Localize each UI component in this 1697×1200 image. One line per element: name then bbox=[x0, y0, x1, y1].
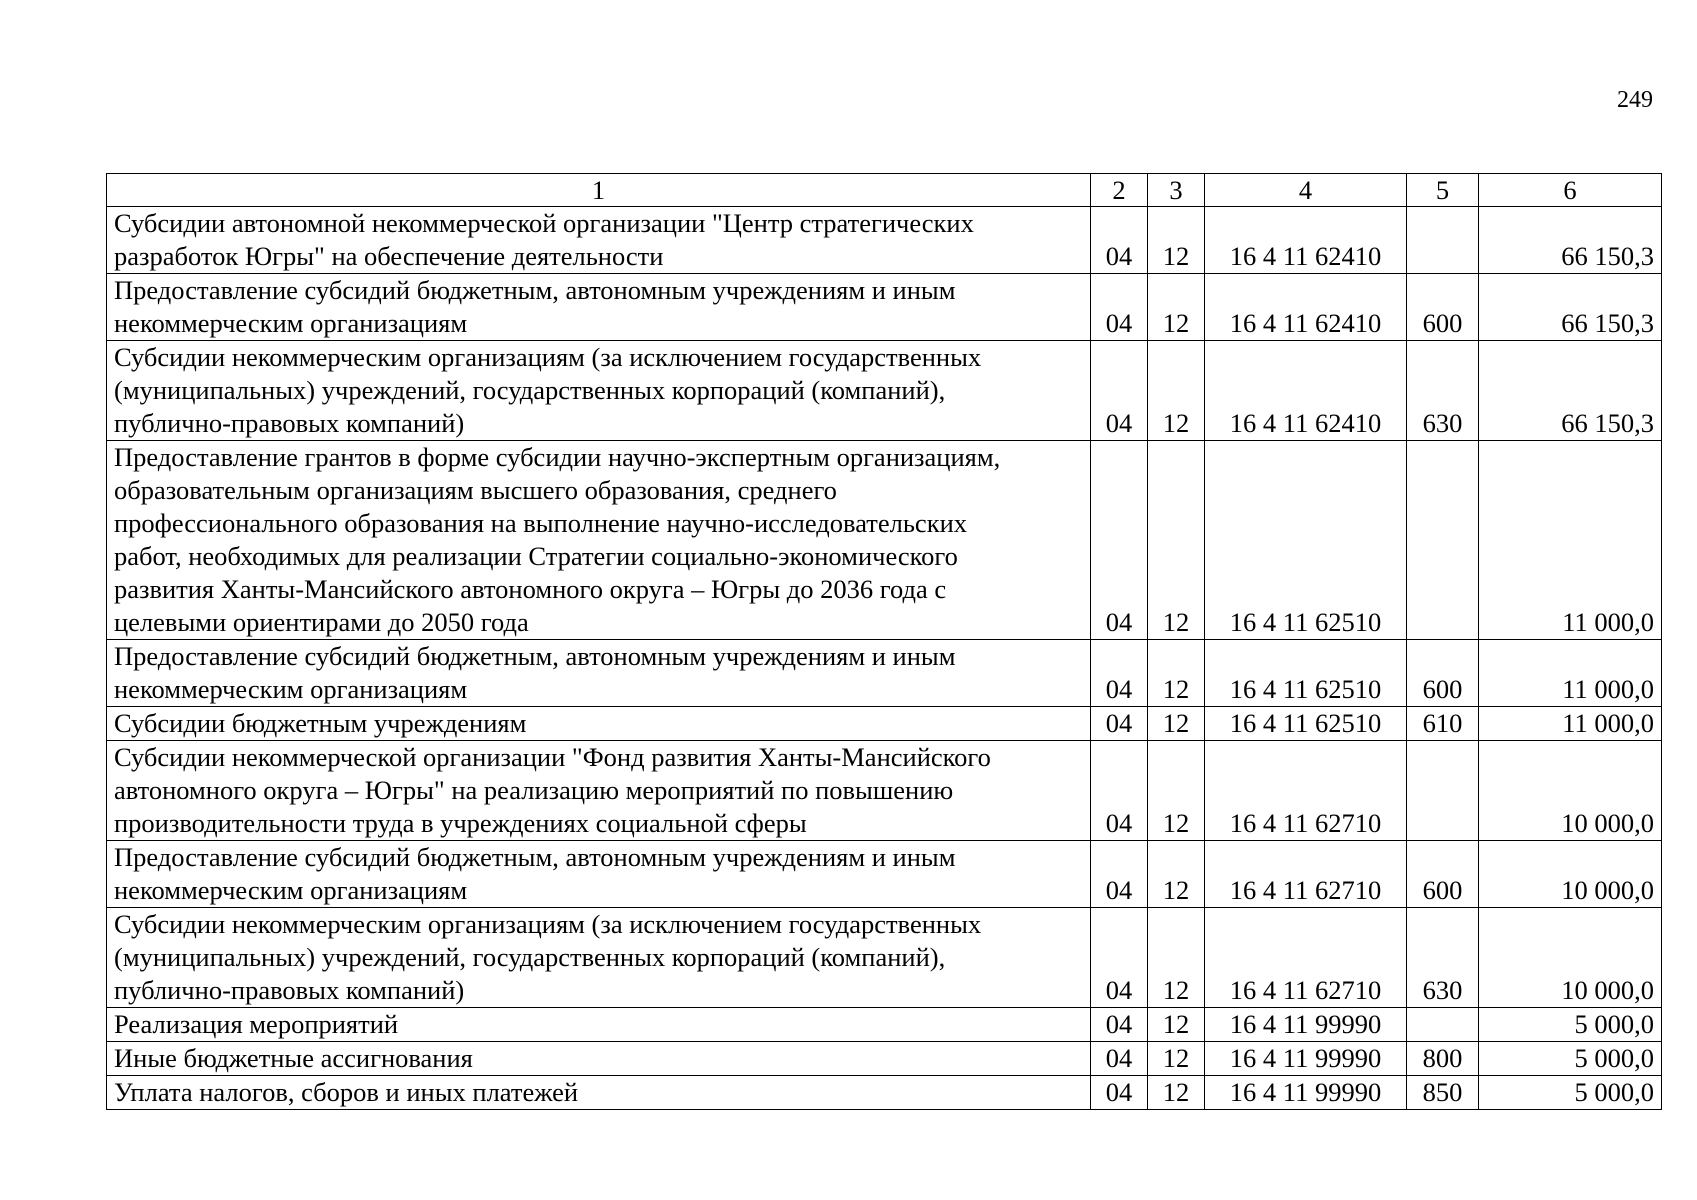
subsection-cell: 12 bbox=[1148, 441, 1205, 640]
subsection-cell: 12 bbox=[1148, 207, 1205, 274]
row-name-cell: Предоставление субсидий бюджетным, автономным учреждениям и иным некоммерческим организациям bbox=[107, 274, 1091, 341]
amount-cell: 10 000,0 bbox=[1479, 908, 1662, 1008]
target-article-cell: 16 4 11 62510 bbox=[1205, 441, 1407, 640]
row-name-cell: Реализация мероприятий bbox=[107, 1008, 1091, 1042]
expense-type-cell: 630 bbox=[1407, 341, 1479, 441]
target-article-cell: 16 4 11 62410 bbox=[1205, 274, 1407, 341]
section-cell: 04 bbox=[1091, 640, 1148, 707]
column-header: 5 bbox=[1407, 174, 1479, 207]
subsection-cell: 12 bbox=[1148, 1042, 1205, 1076]
table-row bbox=[107, 341, 1662, 441]
subsection-cell: 12 bbox=[1148, 274, 1205, 341]
section-cell: 04 bbox=[1091, 908, 1148, 1008]
target-article-cell: 16 4 11 62510 bbox=[1205, 707, 1407, 741]
amount-cell: 11 000,0 bbox=[1479, 640, 1662, 707]
subsection-cell: 12 bbox=[1148, 841, 1205, 908]
table-body bbox=[107, 207, 1662, 1110]
target-article-cell: 16 4 11 62710 bbox=[1205, 841, 1407, 908]
row-name-cell: Уплата налогов, сборов и иных платежей bbox=[107, 1076, 1091, 1110]
budget-table bbox=[106, 173, 1662, 1110]
row-name-cell: Субсидии некоммерческим организациям (за исключением государственных (муниципальных) учреждений, государственных корпораций (компаний), публично-правовых компаний) bbox=[107, 341, 1091, 441]
section-cell: 04 bbox=[1091, 1042, 1148, 1076]
target-article-cell: 16 4 11 62410 bbox=[1205, 207, 1407, 274]
amount-cell: 11 000,0 bbox=[1479, 707, 1662, 741]
expense-type-cell: 600 bbox=[1407, 841, 1479, 908]
section-cell: 04 bbox=[1091, 1076, 1148, 1110]
row-name-cell: Предоставление субсидий бюджетным, автономным учреждениям и иным некоммерческим организациям bbox=[107, 841, 1091, 908]
target-article-cell: 16 4 11 99990 bbox=[1205, 1008, 1407, 1042]
table-row bbox=[107, 841, 1662, 908]
expense-type-cell bbox=[1407, 207, 1479, 274]
table-row bbox=[107, 707, 1662, 741]
amount-cell: 11 000,0 bbox=[1479, 441, 1662, 640]
table-row bbox=[107, 1008, 1662, 1042]
row-name-cell: Предоставление субсидий бюджетным, автономным учреждениям и иным некоммерческим организациям bbox=[107, 640, 1091, 707]
subsection-cell: 12 bbox=[1148, 1076, 1205, 1110]
header-row bbox=[107, 174, 1662, 207]
column-header: 4 bbox=[1205, 174, 1407, 207]
expense-type-cell: 600 bbox=[1407, 274, 1479, 341]
target-article-cell: 16 4 11 99990 bbox=[1205, 1042, 1407, 1076]
expense-type-cell: 610 bbox=[1407, 707, 1479, 741]
page-number: 249 bbox=[1617, 87, 1653, 113]
amount-cell: 10 000,0 bbox=[1479, 741, 1662, 841]
target-article-cell: 16 4 11 62510 bbox=[1205, 640, 1407, 707]
subsection-cell: 12 bbox=[1148, 341, 1205, 441]
row-name-cell: Предоставление грантов в форме субсидии научно-экспертным организациям, образовательным организациям высшего образования, среднего профессионального образования на выполнение научно-исследовательских работ, необходимых для реализации Стратегии социально-экономического развития Ханты-Мансийского автономного округа – Югры до 2036 года с целевыми ориентирами до 2050 года bbox=[107, 441, 1091, 640]
table-row bbox=[107, 274, 1662, 341]
amount-cell: 5 000,0 bbox=[1479, 1076, 1662, 1110]
subsection-cell: 12 bbox=[1148, 707, 1205, 741]
column-header: 1 bbox=[107, 174, 1091, 207]
row-name-cell: Субсидии некоммерческим организациям (за исключением государственных (муниципальных) учреждений, государственных корпораций (компаний), публично-правовых компаний) bbox=[107, 908, 1091, 1008]
table-header bbox=[107, 174, 1662, 207]
target-article-cell: 16 4 11 62710 bbox=[1205, 741, 1407, 841]
table-row bbox=[107, 207, 1662, 274]
expense-type-cell: 630 bbox=[1407, 908, 1479, 1008]
subsection-cell: 12 bbox=[1148, 741, 1205, 841]
subsection-cell: 12 bbox=[1148, 640, 1205, 707]
section-cell: 04 bbox=[1091, 1008, 1148, 1042]
row-name-cell: Субсидии бюджетным учреждениям bbox=[107, 707, 1091, 741]
expense-type-cell bbox=[1407, 441, 1479, 640]
table-row bbox=[107, 441, 1662, 640]
target-article-cell: 16 4 11 99990 bbox=[1205, 1076, 1407, 1110]
section-cell: 04 bbox=[1091, 274, 1148, 341]
section-cell: 04 bbox=[1091, 707, 1148, 741]
expense-type-cell bbox=[1407, 741, 1479, 841]
table-row bbox=[107, 741, 1662, 841]
column-header: 6 bbox=[1479, 174, 1662, 207]
row-name-cell: Иные бюджетные ассигнования bbox=[107, 1042, 1091, 1076]
amount-cell: 66 150,3 bbox=[1479, 274, 1662, 341]
table-row bbox=[107, 640, 1662, 707]
table-row bbox=[107, 908, 1662, 1008]
expense-type-cell: 600 bbox=[1407, 640, 1479, 707]
section-cell: 04 bbox=[1091, 741, 1148, 841]
row-name-cell: Субсидии автономной некоммерческой организации "Центр стратегических разработок Югры" на обеспечение деятельности bbox=[107, 207, 1091, 274]
amount-cell: 66 150,3 bbox=[1479, 207, 1662, 274]
subsection-cell: 12 bbox=[1148, 1008, 1205, 1042]
expense-type-cell: 850 bbox=[1407, 1076, 1479, 1110]
amount-cell: 66 150,3 bbox=[1479, 341, 1662, 441]
section-cell: 04 bbox=[1091, 207, 1148, 274]
amount-cell: 10 000,0 bbox=[1479, 841, 1662, 908]
subsection-cell: 12 bbox=[1148, 908, 1205, 1008]
table-row bbox=[107, 1042, 1662, 1076]
amount-cell: 5 000,0 bbox=[1479, 1042, 1662, 1076]
expense-type-cell bbox=[1407, 1008, 1479, 1042]
section-cell: 04 bbox=[1091, 341, 1148, 441]
target-article-cell: 16 4 11 62710 bbox=[1205, 908, 1407, 1008]
target-article-cell: 16 4 11 62410 bbox=[1205, 341, 1407, 441]
table-row bbox=[107, 1076, 1662, 1110]
amount-cell: 5 000,0 bbox=[1479, 1008, 1662, 1042]
column-header: 2 bbox=[1091, 174, 1148, 207]
section-cell: 04 bbox=[1091, 841, 1148, 908]
expense-type-cell: 800 bbox=[1407, 1042, 1479, 1076]
column-header: 3 bbox=[1148, 174, 1205, 207]
row-name-cell: Субсидии некоммерческой организации "Фонд развития Ханты-Мансийского автономного округа – Югры" на реализацию мероприятий по повышению производительности труда в учреждениях социальной сферы bbox=[107, 741, 1091, 841]
section-cell: 04 bbox=[1091, 441, 1148, 640]
